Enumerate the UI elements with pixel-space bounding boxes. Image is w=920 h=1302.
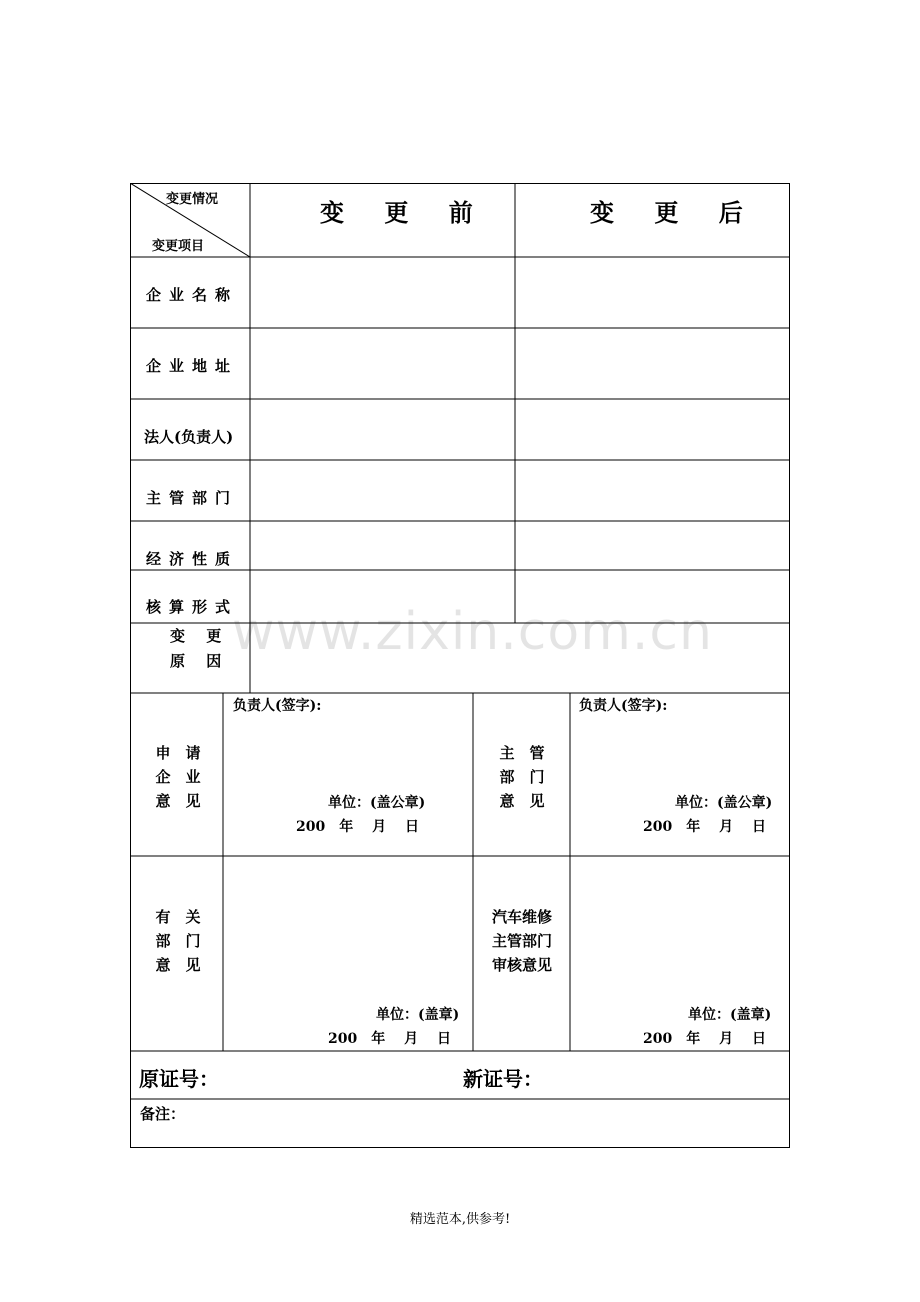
row-label-company-name: 企业名称: [146, 286, 239, 304]
row-label-economic-nature: 经济性质: [146, 550, 239, 568]
row-label-supervisor-dept: 主管部门: [146, 489, 239, 507]
auto-repair-date: 200 年 月 日: [643, 1031, 766, 1047]
label-line: 主 管: [499, 744, 545, 762]
applicant-date: 200 年 月 日: [296, 819, 419, 835]
watermark: www.zixin.com.cn: [232, 602, 713, 662]
related-unit-seal: 单位：(盖章): [376, 1007, 460, 1023]
auto-repair-unit-seal: 单位：(盖章): [688, 1007, 772, 1023]
label-line: 汽车维修: [491, 908, 552, 926]
label-line: 审核意见: [491, 956, 552, 974]
label-line: 意 见: [155, 956, 201, 974]
applicant-unit-seal: 单位：(盖公章): [328, 795, 426, 811]
related-dept-opinion-label: [148, 905, 208, 977]
label-line: 主管部门: [491, 932, 552, 950]
new-cert-number-label: 新证号：: [463, 1067, 543, 1091]
supervisor-date: 200 年 月 日: [643, 819, 766, 835]
row-label-accounting-form: 核算形式: [146, 598, 239, 616]
supervisor-signer-label: 负责人(签字):: [579, 698, 668, 714]
column-before-title: 变 更 前: [320, 198, 489, 227]
diagonal-header-bottom: 变更项目: [152, 239, 205, 254]
original-cert-number-label: 原证号：: [139, 1067, 219, 1091]
label-line: 企 业: [155, 768, 201, 786]
row-label-reason-1: 变 更: [170, 627, 230, 645]
supervisor-opinion-label: [491, 741, 553, 813]
applicant-opinion-label: [148, 741, 208, 813]
related-date: 200 年 月 日: [328, 1031, 451, 1047]
label-line: 有 关: [155, 908, 201, 926]
label-line: 申 请: [155, 744, 201, 762]
auto-repair-review-label: [482, 905, 562, 977]
label-line: 部 门: [155, 932, 201, 950]
page-footer: 精选范本,供参考!: [409, 1212, 511, 1227]
column-after-title: 变 更 后: [590, 198, 759, 227]
change-form-table: [130, 183, 790, 1148]
applicant-signer-label: 负责人(签字):: [233, 698, 322, 714]
label-line: 意 见: [155, 792, 201, 810]
label-line: 部 门: [499, 768, 545, 786]
remarks-label: 备注：: [140, 1105, 186, 1123]
label-line: 意 见: [499, 792, 545, 810]
supervisor-unit-seal: 单位：(盖公章): [675, 795, 773, 811]
row-label-reason-2: 原 因: [170, 652, 230, 670]
row-label-company-address: 企业地址: [146, 357, 239, 375]
diagonal-header-top: 变更情况: [166, 192, 219, 207]
row-label-legal-person: 法人(负责人): [144, 428, 234, 446]
